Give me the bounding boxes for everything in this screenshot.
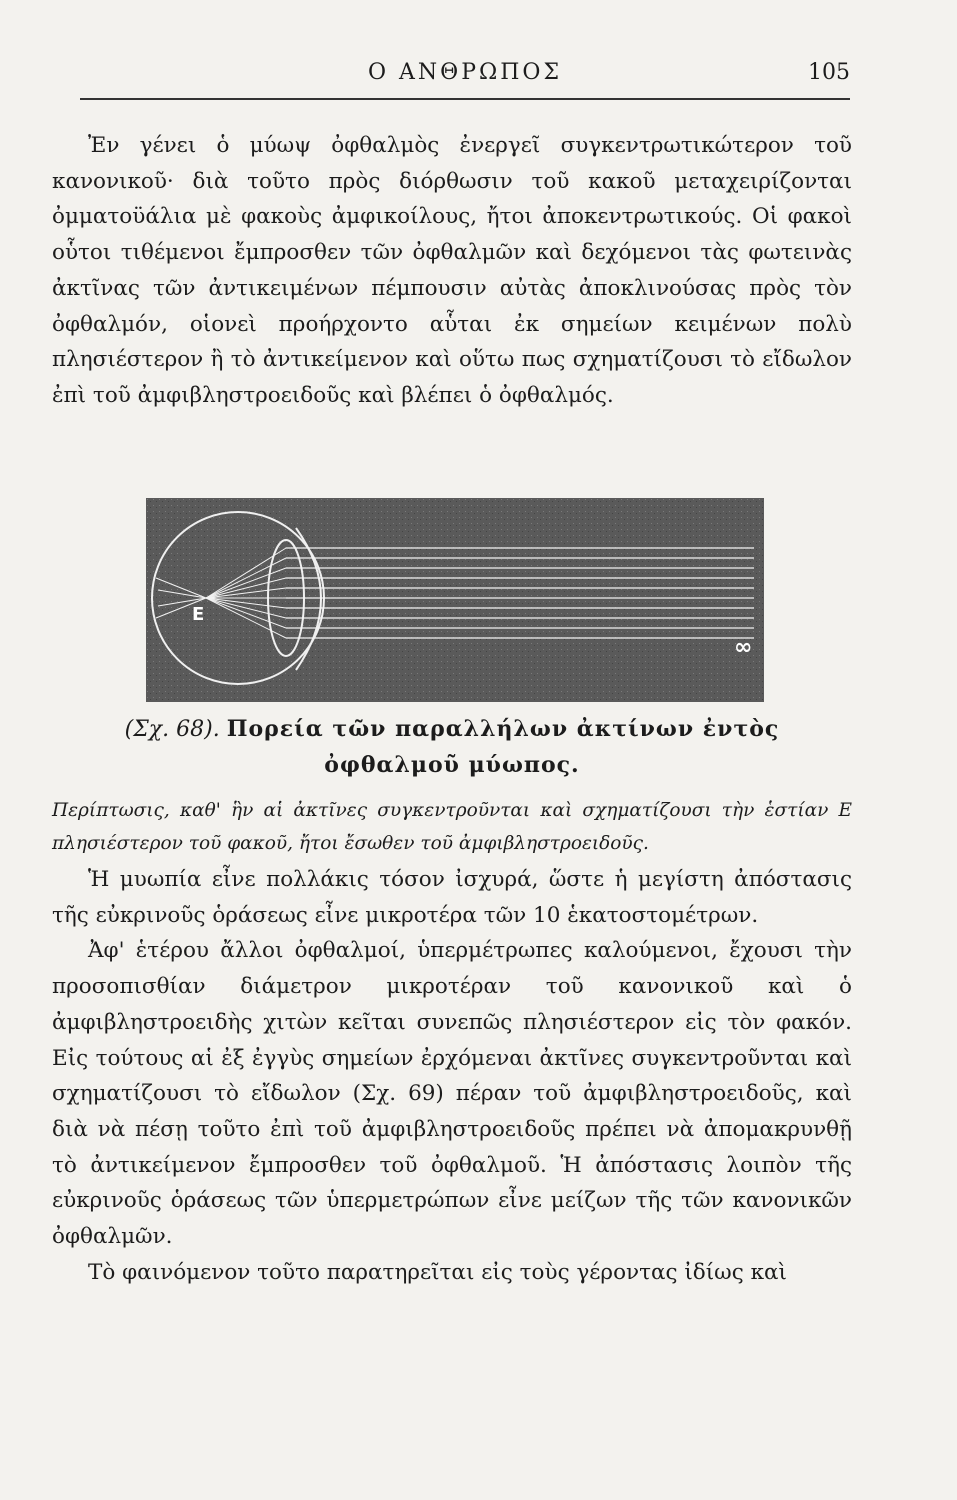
myopic-eye-diagram	[146, 498, 764, 702]
paragraph-3: Ἀφ' ἑτέρου ἄλλοι ὀφθαλμοί, ὑπερμέτρωπες καλούμενοι, ἔχουσι τὴν προσοπισθίαν διάμετρον μικροτέραν τοῦ κανονικοῦ καὶ ὁ ἀμφιβληστροειδὴς χιτὼν κεῖται συνεπῶς πλησιέστερον εἰς τὸν φακόν. Εἰς τούτους αἱ ἐξ ἐγγὺς σημείων ἐρχόμεναι ἀκτῖνες συγκεντροῦνται καὶ σχηματίζουσι τὸ εἴδωλον (Σχ. 69) πέραν τοῦ ἀμφιβληστροειδοῦς, καὶ διὰ νὰ πέσῃ τοῦτο ἐπὶ τοῦ ἀμφιβληστροειδοῦς πρέπει νὰ ἀπομακρυνθῇ τὸ ἀντικείμενον ἔμπροσθεν τοῦ ὀφθαλμοῦ. Ἡ ἀπόστασις λοιπὸν τῆς εὐκρινοῦς ὁράσεως τῶν ὑπερμετρώπων εἶνε μείζων τῆς τῶν κανονικῶν ὀφθαλμῶν.	[52, 938, 852, 1250]
figure-title-part-2: ὀφθαλμοῦ μύωπος.	[324, 752, 580, 778]
figure-caption-note: Περίπτωσις, καθ' ἣν αἱ ἀκτῖνες συγκεντροῦνται καὶ σχηματίζουσι τὴν ἑστίαν Ε πλησιέστερον τοῦ φακοῦ, ἤτοι ἔσωθεν τοῦ ἀμφιβληστροειδοῦς.	[52, 800, 852, 854]
infinity-label: ∞	[734, 635, 753, 660]
paragraph-1	[52, 128, 852, 414]
header-rule	[80, 98, 850, 100]
figure-background	[146, 498, 764, 702]
figure-caption-line-2	[52, 752, 852, 778]
paragraphs-2-4	[52, 862, 852, 1290]
figure-reference: (Σχ. 68).	[124, 717, 220, 742]
paragraph-2: Ἡ μυωπία εἶνε πολλάκις τόσον ἰσχυρά, ὥστε ἡ μεγίστη ἀπόστασις τῆς εὐκρινοῦς ὁράσεως εἶνε μικροτέρα τῶν 10 ἑκατοστομέτρων.	[52, 867, 852, 928]
page-number: 105	[808, 60, 850, 85]
eye-diagram-figure	[146, 498, 764, 702]
focus-label-E: E	[192, 604, 205, 625]
figure-title-part-1: Πορεία τῶν παραλλήλων ἀκτίνων ἐντὸς	[226, 716, 780, 742]
paragraph-1-text: Ἐν γένει ὁ μύωψ ὀφθαλμὸς ἐνεργεῖ συγκεντρωτικώτερον τοῦ κανονικοῦ· διὰ τοῦτο πρὸς διόρθωσιν τοῦ κακοῦ μεταχειρίζονται ὀμματοϋάλια μὲ φακοὺς ἀμφικοίλους, ἤτοι ἀποκεντρωτικούς. Οἱ φακοὶ οὗτοι τιθέμενοι ἔμπροσθεν τῶν ὀφθαλμῶν καὶ δεχόμενοι τὰς φωτεινὰς ἀκτῖνας τῶν ἀντικειμένων πέμπουσιν αὐτὰς ἀποκλινούσας πρὸς τὸν ὀφθαλμόν, οἱονεὶ προήρχοντο αὗται ἐκ σημείων κειμένων πολὺ πλησιέστερον ἢ τὸ ἀντικείμενον καὶ οὕτω πως σχηματίζουσι τὸ εἴδωλον ἐπὶ τοῦ ἀμφιβληστροειδοῦς καὶ βλέπει ὁ ὀφθαλμός.	[52, 133, 852, 408]
running-title: Ο ΑΝΘΡΩΠΟΣ	[367, 60, 563, 85]
running-head	[80, 58, 850, 88]
figure-caption-line-1	[52, 716, 852, 742]
paragraph-4: Τὸ φαινόμενον τοῦτο παρατηρεῖται εἰς τοὺς γέροντας ἰδίως καὶ	[88, 1259, 787, 1285]
